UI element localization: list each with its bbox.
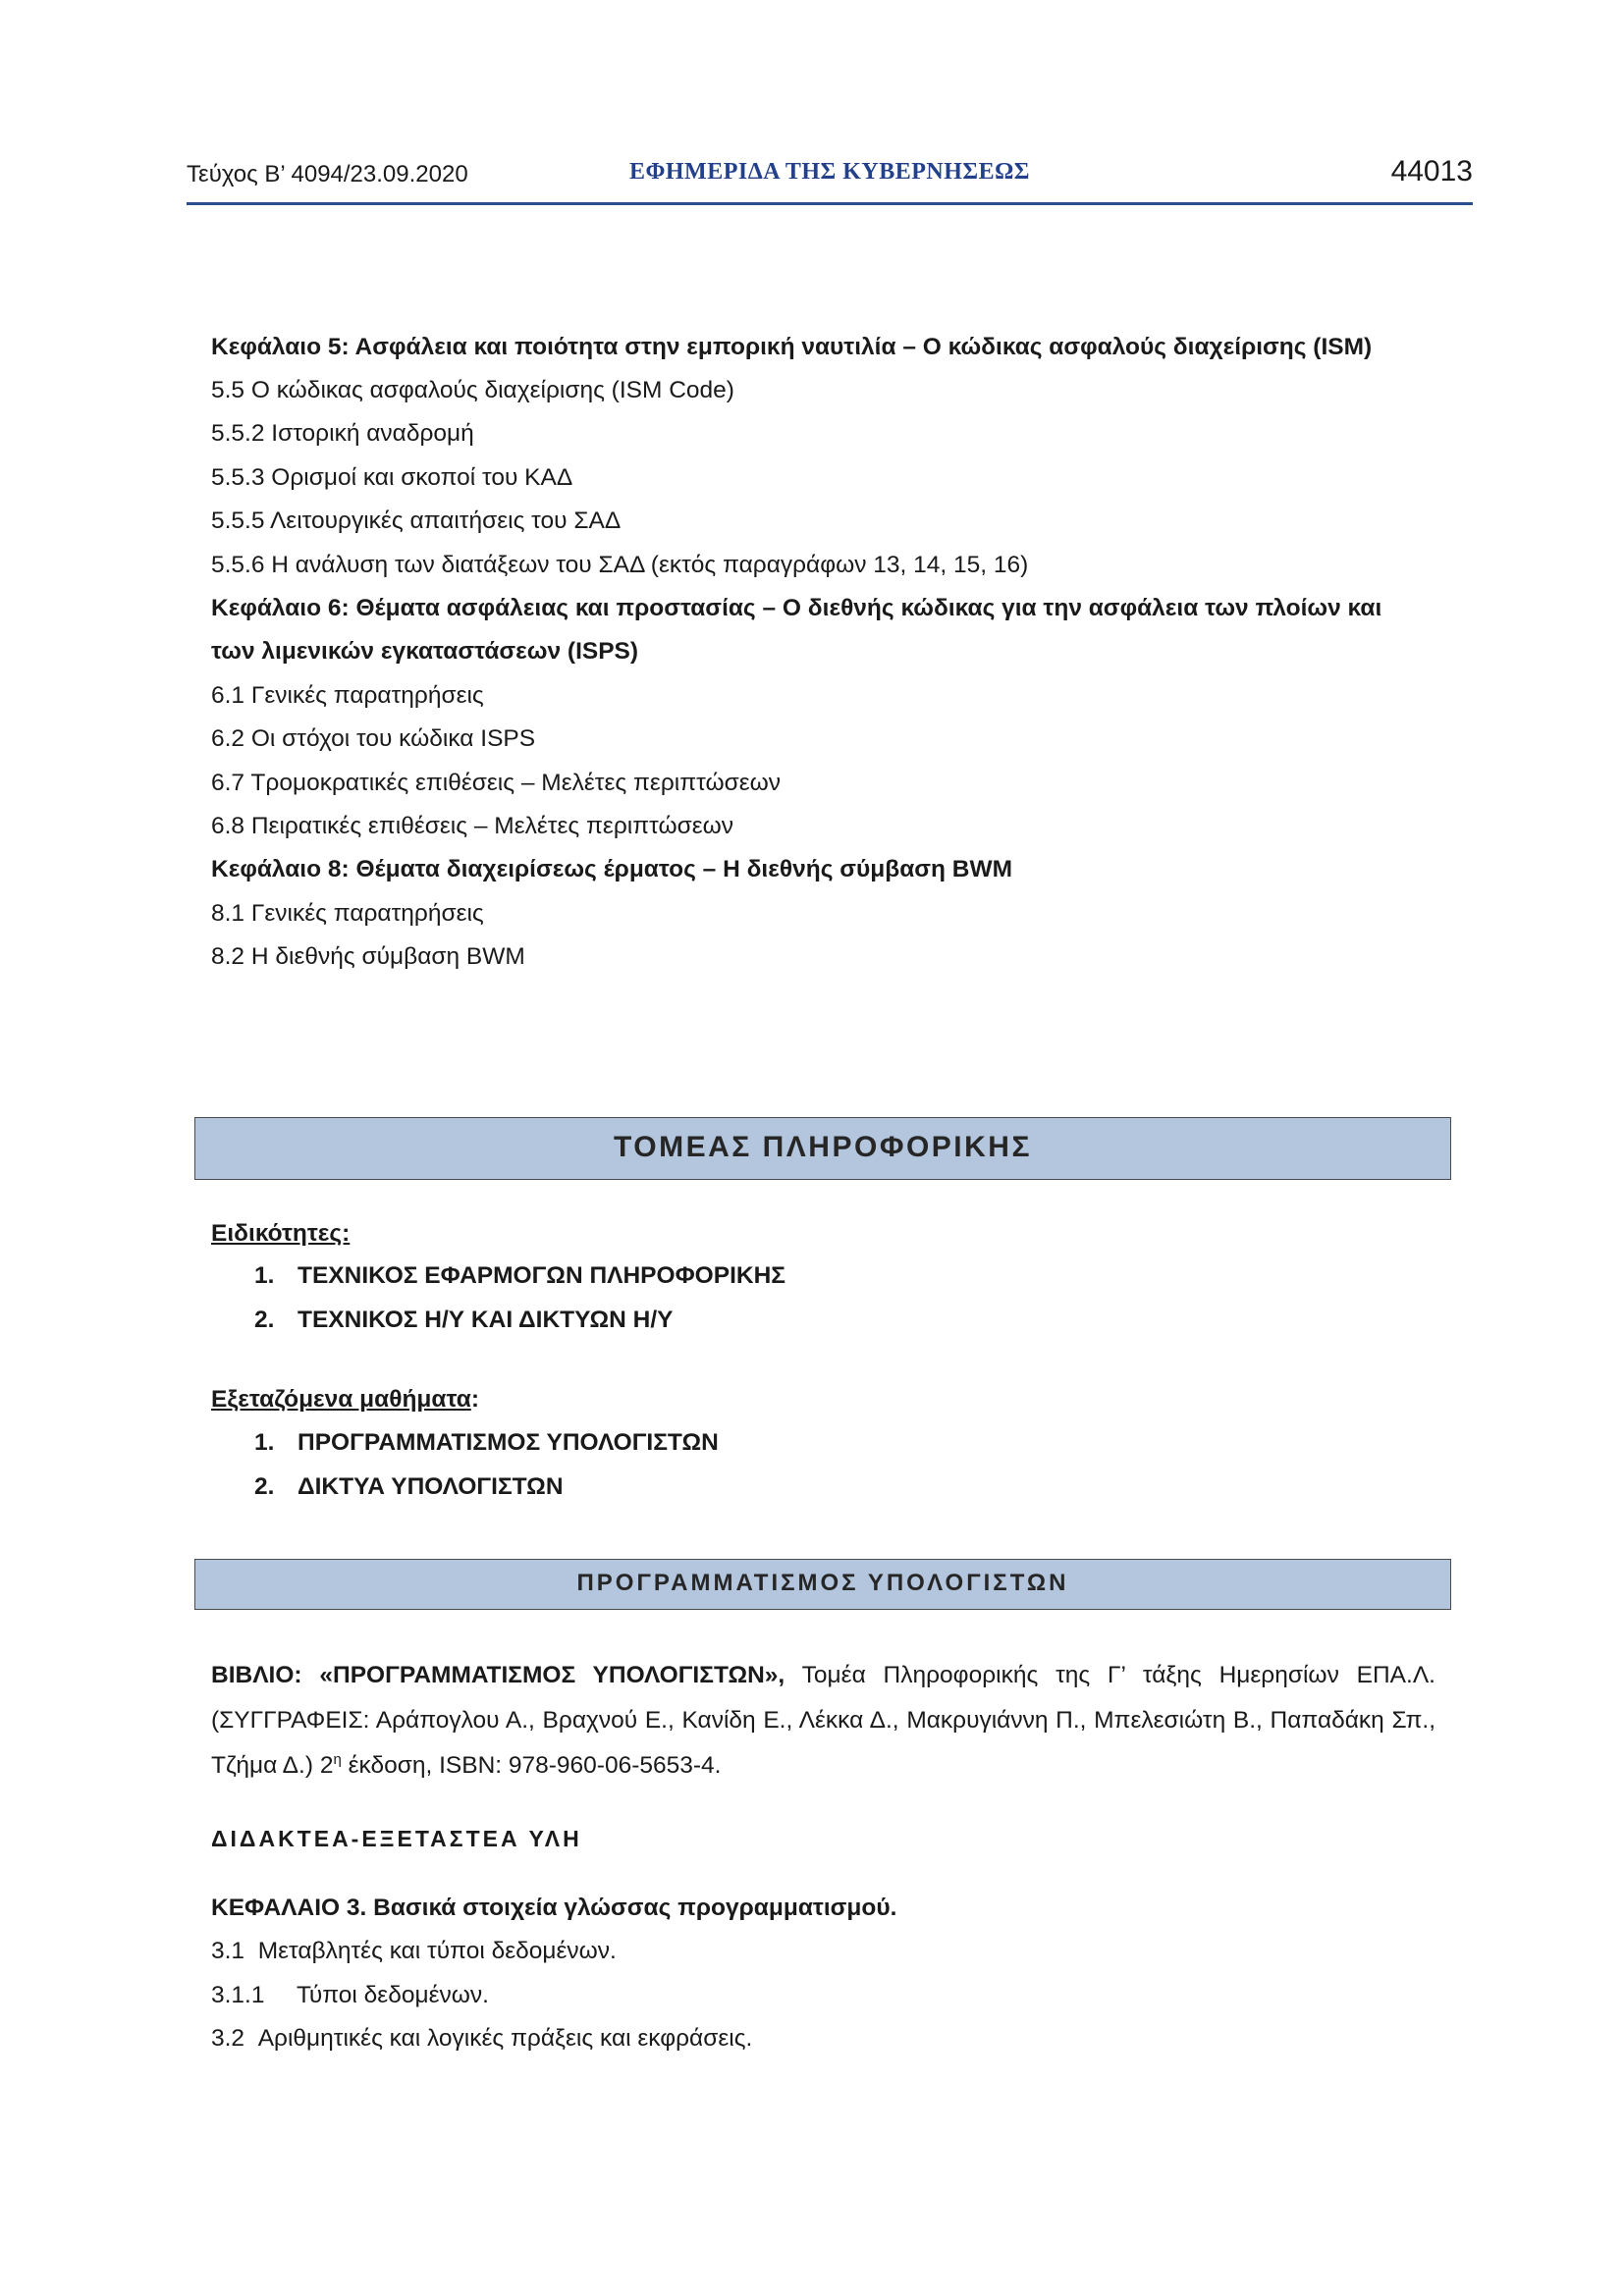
subjects-heading-colon: : (470, 1386, 479, 1413)
item-text: ΔΙΚΤΥΑ ΥΠΟΛΟΓΙΣΤΩΝ (298, 1473, 564, 1500)
book-paragraph (211, 1653, 1435, 1789)
subjects-heading (211, 1385, 479, 1414)
syllabus-item: 6.2 Οι στόχοι του κώδικα ISPS (211, 725, 536, 752)
book-label: ΒΙΒΛΙΟ: «ΠΡΟΓΡΑΜΜΑΤΙΣΜΟΣ ΥΠΟΛΟΓΙΣΤΩΝ», (211, 1662, 785, 1688)
syllabus-item: 5.5 Ο κώδικας ασφαλούς διαχείρισης (ISM Code) (211, 377, 734, 403)
book-edition: έκδοση, ISBN: 978-960-06-5653-4. (341, 1752, 722, 1779)
item-text: Τύποι δεδομένων. (297, 1982, 489, 2008)
material-heading: ΔΙΔΑΚΤΕΑ-ΕΞΕΤΑΣΤΕΑ ΥΛΗ (211, 1826, 582, 1851)
book-description: Τομέα Πληροφορικής της Γ’ τάξης Ημερησίων ΕΠΑ.Λ. (ΣΥΓΓΡΑΦΕΙΣ: Αράπογλου Α., Βραχνού Ε., Κανίδη Ε., Λέκκα Δ., Μακρυγιάννη Π., Μπελεσιώτη Β., Παπαδάκη Σπ., Τζήμα Δ.) 2 (211, 1662, 1435, 1779)
chapter3-title: ΚΕΦΑΛΑΙΟ 3. Βασικά στοιχεία γλώσσας προγραμματισμού. (211, 1895, 897, 1921)
subject-title-band: ΠΡΟΓΡΑΜΜΑΤΙΣΜΟΣ ΥΠΟΛΟΓΙΣΤΩΝ (194, 1559, 1451, 1610)
syllabus-item: 6.1 Γενικές παρατηρήσεις (211, 682, 484, 709)
subjects-heading-text: Εξεταζόμενα μαθήματα (211, 1386, 471, 1413)
specialty-item (254, 1306, 674, 1334)
chapter-heading: Κεφάλαιο 8: Θέματα διαχειρίσεως έρματος – Η διεθνής σύμβαση BWM (211, 856, 1013, 882)
specialty-item (254, 1261, 785, 1290)
specialties-heading: Ειδικότητες: (211, 1220, 351, 1247)
chapter-heading: Κεφάλαιο 5: Ασφάλεια και ποιότητα στην εμπορική ναυτιλία – Ο κώδικας ασφαλούς διαχείρισης (ISM) (211, 334, 1373, 360)
syllabus-item: 5.5.3 Ορισμοί και σκοποί του ΚΑΔ (211, 464, 573, 491)
issue-info: Τεύχος Β’ 4094/23.09.2020 (187, 161, 468, 187)
chapter3-item (211, 1937, 617, 1965)
item-number: 1. (254, 1262, 275, 1289)
item-text: ΠΡΟΓΡΑΜΜΑΤΙΣΜΟΣ ΥΠΟΛΟΓΙΣΤΩΝ (298, 1429, 719, 1456)
item-number: 2. (254, 1307, 275, 1333)
item-number: 1. (254, 1429, 275, 1456)
sector-title-band: ΤΟΜΕΑΣ ΠΛΗΡΟΦΟΡΙΚΗΣ (194, 1117, 1451, 1180)
chapter-heading: Κεφάλαιο 6: Θέματα ασφάλειας και προστασίας – Ο διεθνής κώδικας για την ασφάλεια των πλοίων και (211, 595, 1382, 621)
syllabus-item: 5.5.5 Λειτουργικές απαιτήσεις του ΣΑΔ (211, 507, 622, 534)
chapter-heading-cont: των λιμενικών εγκαταστάσεων (ISPS) (211, 638, 639, 665)
chapter3-item (211, 2024, 752, 2053)
subject-item (254, 1472, 564, 1501)
syllabus-item: 5.5.6 Η ανάλυση των διατάξεων του ΣΑΔ (εκτός παραγράφων 13, 14, 15, 16) (211, 552, 1029, 578)
page-header (187, 155, 1473, 205)
item-text: Αριθμητικές και λογικές πράξεις και εκφράσεις. (257, 2025, 753, 2052)
item-number: 3.2 (211, 2025, 245, 2052)
subject-item (254, 1428, 719, 1457)
item-number: 2. (254, 1473, 275, 1500)
item-number: 3.1 (211, 1938, 245, 1964)
gazette-title: ΕΦΗΜΕΡΙΔΑ ΤΗΣ ΚΥΒΕΡΝΗΣΕΩΣ (628, 159, 1030, 185)
item-text: Μεταβλητές και τύποι δεδομένων. (257, 1938, 617, 1964)
syllabus-item: 8.2 Η διεθνής σύμβαση BWM (211, 943, 525, 970)
syllabus-item: 8.1 Γενικές παρατηρήσεις (211, 900, 484, 927)
syllabus-item: 5.5.2 Ιστορική αναδρομή (211, 420, 474, 447)
syllabus-item: 6.8 Πειρατικές επιθέσεις – Μελέτες περιπτώσεων (211, 813, 733, 839)
chapter3-item (211, 1981, 489, 2009)
item-text: ΤΕΧΝΙΚΟΣ Η/Υ ΚΑΙ ΔΙΚΤΥΩΝ Η/Υ (298, 1307, 674, 1333)
edition-superscript: η (333, 1750, 342, 1768)
page-number: 44013 (1390, 155, 1473, 187)
item-number: 3.1.1 (211, 1982, 265, 2008)
syllabus-item: 6.7 Τρομοκρατικές επιθέσεις – Μελέτες περιπτώσεων (211, 770, 782, 796)
item-text: ΤΕΧΝΙΚΟΣ ΕΦΑΡΜΟΓΩΝ ΠΛΗΡΟΦΟΡΙΚΗΣ (298, 1262, 785, 1289)
